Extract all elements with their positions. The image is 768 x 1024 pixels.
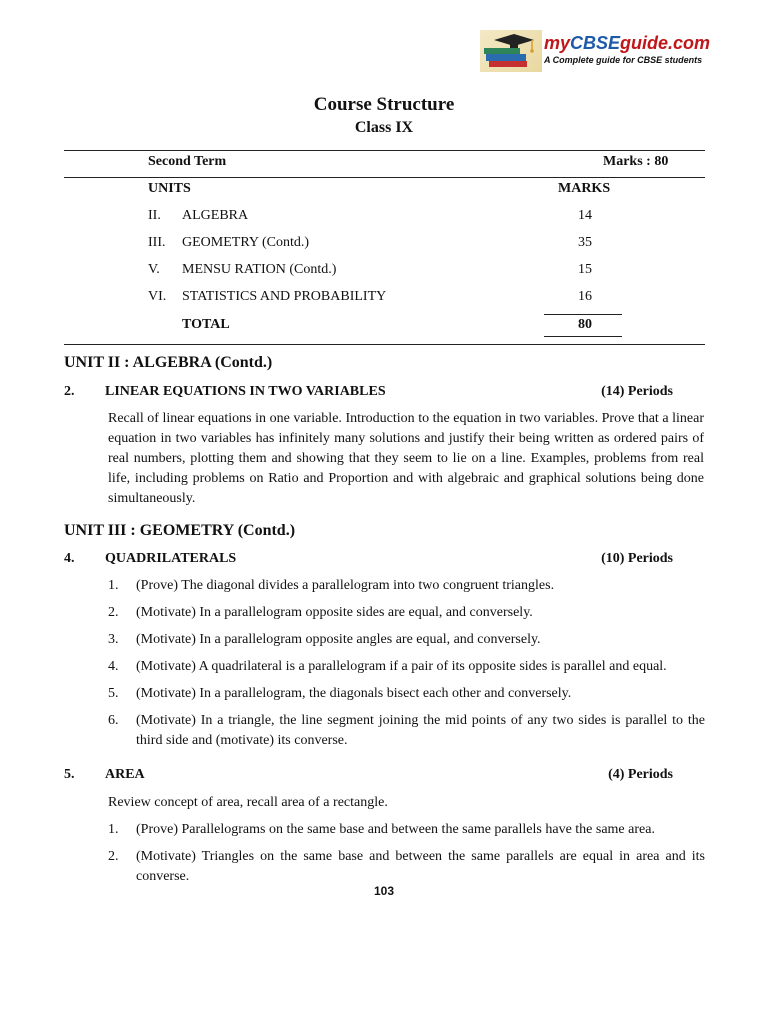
item-number: 6.	[108, 713, 119, 728]
item-text: (Motivate) A quadrilateral is a parallelogram if a pair of its opposite sides is parallel and equal.	[136, 659, 667, 674]
item-number: 2.	[108, 605, 119, 620]
item-text: (Motivate) In a parallelogram, the diagonals bisect each other and conversely.	[136, 686, 572, 701]
item-number: 1.	[108, 822, 119, 837]
unit-marks: 16	[578, 289, 592, 304]
item-number: 4.	[108, 659, 119, 674]
unit-number: II.	[148, 208, 161, 223]
table-header-rule	[64, 177, 705, 178]
topic-periods: (4) Periods	[608, 767, 673, 782]
item-text: (Motivate) In a triangle, the line segment joining the mid points of any two sides is parallel to the third side and (motivate) its converse.	[136, 713, 705, 748]
books-graduation-cap-icon	[480, 30, 542, 72]
total-top-rule	[544, 314, 622, 315]
topic-number: 5.	[64, 767, 75, 782]
item-number: 3.	[108, 632, 119, 647]
item-text: (Prove) The diagonal divides a parallelogram into two congruent triangles.	[136, 578, 555, 593]
topic-title: LINEAR EQUATIONS IN TWO VARIABLES	[105, 384, 386, 399]
item-number: 2.	[108, 849, 119, 864]
unit-name: MENSU RATION (Contd.)	[182, 262, 337, 277]
unit-name: STATISTICS AND PROBABILITY	[182, 289, 387, 304]
page-title: Course Structure	[313, 94, 455, 115]
unit-marks: 15	[578, 262, 592, 277]
table-bottom-rule	[64, 344, 705, 345]
marks-header: MARKS	[558, 181, 611, 196]
unit-number: VI.	[148, 289, 167, 304]
mycbseguide-logo	[480, 30, 711, 72]
page-number: 103	[373, 884, 395, 898]
unit3-heading: UNIT III : GEOMETRY (Contd.)	[64, 522, 296, 539]
topic-title: QUADRILATERALS	[105, 551, 237, 566]
term-label: Second Term	[148, 154, 227, 169]
table-top-rule	[64, 150, 705, 151]
item-text: (Motivate) In a parallelogram opposite angles are equal, and conversely.	[136, 632, 541, 647]
topic-number: 2.	[64, 384, 75, 399]
item-text: (Prove) Parallelograms on the same base and between the same parallels have the same area.	[136, 822, 655, 837]
linear-equations-description: Recall of linear equations in one variable. Introduction to the equation in two variables. Prove that a linear equation in two variables has infinitely many solutions and justify their being written as ordered pairs of real numbers, plotting them and showing that they seem to lie on a line. Examples, problems from real life, including problems on Ratio and Proportion and with algebraic and graphical solutions being done simultaneously.	[108, 411, 704, 506]
topic-number: 4.	[64, 551, 75, 566]
unit2-heading: UNIT II : ALGEBRA (Contd.)	[64, 354, 273, 371]
area-intro: Review concept of area, recall area of a rectangle.	[108, 795, 388, 810]
item-text: (Motivate) Triangles on the same base and between the same parallels are equal in area and its converse.	[136, 849, 705, 884]
total-value: 80	[578, 317, 592, 332]
topic-periods: (14) Periods	[601, 384, 673, 399]
units-header: UNITS	[148, 181, 191, 196]
topic-title: AREA	[105, 767, 145, 782]
total-marks-label: Marks : 80	[603, 154, 669, 169]
total-bottom-rule	[544, 336, 622, 337]
unit-number: III.	[148, 235, 166, 250]
unit-number: V.	[148, 262, 160, 277]
item-text: (Motivate) In a parallelogram opposite sides are equal, and conversely.	[136, 605, 533, 620]
unit-name: ALGEBRA	[182, 208, 249, 223]
unit-name: GEOMETRY (Contd.)	[182, 235, 310, 250]
class-subtitle: Class IX	[354, 119, 414, 136]
unit-marks: 14	[578, 208, 592, 223]
total-label: TOTAL	[182, 317, 230, 332]
unit-marks: 35	[578, 235, 592, 250]
logo-tagline: A Complete guide for CBSE students	[544, 55, 703, 65]
logo-brand-text: myCBSEguide.com	[544, 33, 711, 53]
topic-periods: (10) Periods	[601, 551, 673, 566]
item-number: 1.	[108, 578, 119, 593]
item-number: 5.	[108, 686, 119, 701]
